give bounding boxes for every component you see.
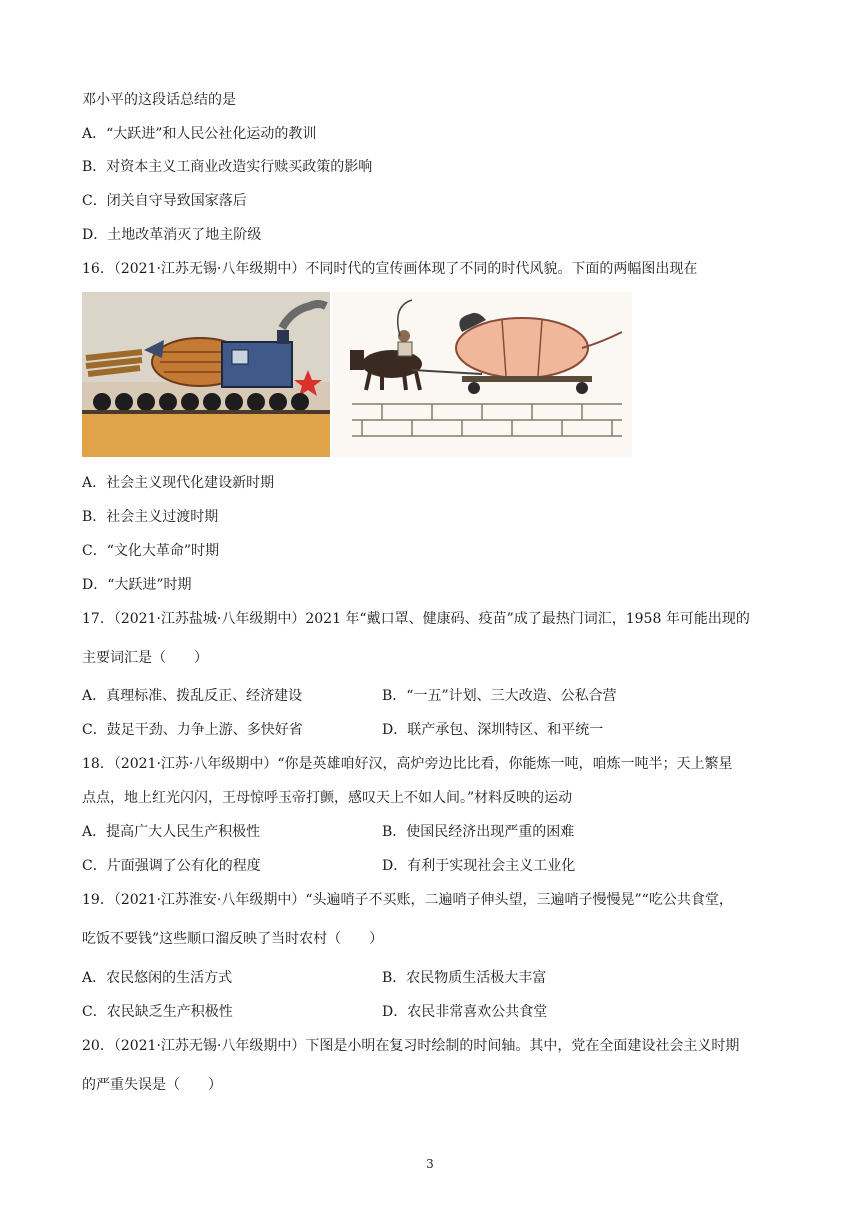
q19-option-b: B．农民物质生活极大丰富 xyxy=(382,970,547,986)
q20-stem-line2: 的严重失误是（ ） xyxy=(82,1077,222,1093)
q15-option-c: C．闭关自守导致国家落后 xyxy=(82,193,247,209)
ox-cart-poster xyxy=(332,292,632,457)
q18-stem-line1: 18．（2021·江苏·八年级期中）“你是英雄咱好汉，高炉旁边比比看，你能炼一吨，咱炼一吨半；天上繁星 xyxy=(82,756,733,772)
lead-text: 邓小平的这段话总结的是 xyxy=(82,92,236,108)
q19-stem-line1: 19．（2021·江苏淮安·八年级期中）“头遍哨子不买账，二遍哨子伸头望，三遍哨子慢慢晃”“吃公共食堂， xyxy=(82,892,733,908)
q15-option-b: B．对资本主义工商业改造实行赎买政策的影响 xyxy=(82,159,373,175)
q19-option-d: D．农民非常喜欢公共食堂 xyxy=(382,1004,548,1020)
q16-option-d: D．“大跃进”时期 xyxy=(82,577,192,593)
q16-option-b: B．社会主义过渡时期 xyxy=(82,509,219,525)
q19-stem-line2: 吃饭不要钱”这些顺口溜反映了当时农村（ ） xyxy=(82,931,384,947)
page-number: 3 xyxy=(426,1157,434,1171)
q18-option-d: D．有利于实现社会主义工业化 xyxy=(382,858,576,874)
q17-option-d: D．联产承包、深圳特区、和平统一 xyxy=(382,722,604,738)
q15-option-a: A．“大跃进”和人民公社化运动的教训 xyxy=(82,126,317,142)
posters-illustration xyxy=(82,292,632,457)
q17-stem-line2: 主要词汇是（ ） xyxy=(82,650,208,666)
q18-option-c: C．片面强调了公有化的程度 xyxy=(82,858,261,874)
train-poster xyxy=(82,292,330,457)
q16-stem: 16．（2021·江苏无锡·八年级期中）不同时代的宣传画体现了不同的时代风貌。下面的两幅图出现在 xyxy=(82,261,698,277)
q19-option-c: C．农民缺乏生产积极性 xyxy=(82,1004,233,1020)
q16-option-a: A．社会主义现代化建设新时期 xyxy=(82,475,275,491)
q17-option-b: B．“一五”计划、三大改造、公私合营 xyxy=(382,688,617,704)
q18-stem-line2: 点点，地上红光闪闪，王母惊呼玉帝打颤，感叹天上不如人间。”材料反映的运动 xyxy=(82,790,573,806)
q17-option-a: A．真理标准、拨乱反正、经济建设 xyxy=(82,688,303,704)
q15-option-d: D．土地改革消灭了地主阶级 xyxy=(82,227,262,243)
q18-option-a: A．提高广大人民生产积极性 xyxy=(82,824,261,840)
q16-option-c: C．“文化大革命”时期 xyxy=(82,543,220,559)
q18-option-b: B．使国民经济出现严重的困难 xyxy=(382,824,575,840)
q19-option-a: A．农民悠闲的生活方式 xyxy=(82,970,233,986)
q20-stem-line1: 20．（2021·江苏无锡·八年级期中）下图是小明在复习时绘制的时间轴。其中，党在全面建设社会主义时期 xyxy=(82,1038,740,1054)
q17-stem-line1: 17．（2021·江苏盐城·八年级期中）2021 年“戴口罩、健康码、疫苗”成了最热门词汇，1958 年可能出现的 xyxy=(82,611,750,627)
propaganda-posters-figure xyxy=(82,292,632,457)
q17-option-c: C．鼓足干劲、力争上游、多快好省 xyxy=(82,722,303,738)
